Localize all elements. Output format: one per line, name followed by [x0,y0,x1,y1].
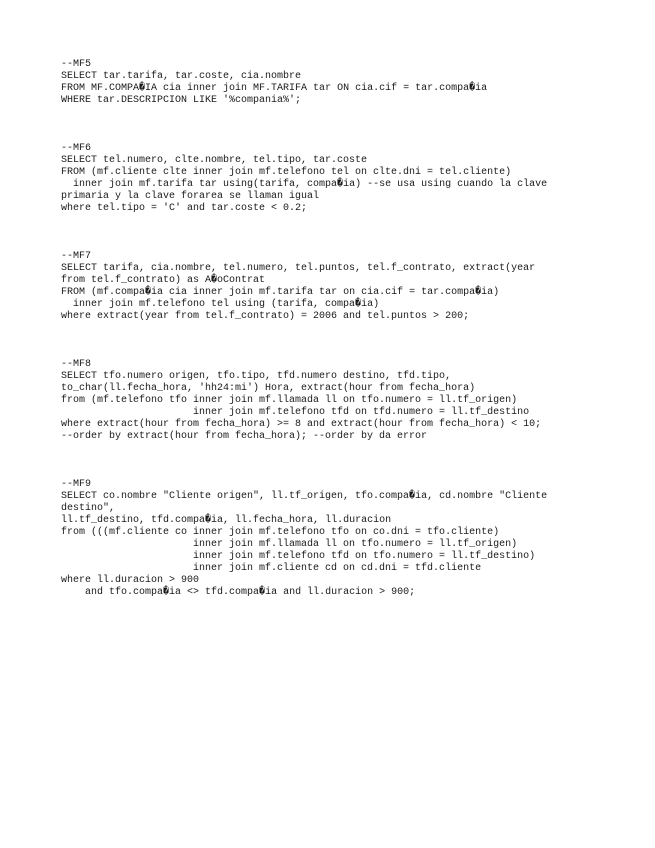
code-line: inner join mf.tarifa tar using(tarifa, compa�ia) --se usa using cuando la clave [61,179,548,190]
code-line: and tfo.compa�ia <> tfd.compa�ia and ll.duracion > 900; [61,587,416,598]
query-header: --MF8 [61,359,92,370]
query-block-mf8 [61,359,631,443]
code-line: primaria y la clave forarea se llaman igual [61,191,320,202]
code-line: inner join mf.llamada ll on tfo.numero = ll.tf_origen) [61,539,518,550]
code-line: inner join mf.telefono tel using (tarifa, compa�ia) [61,299,380,310]
code-line: FROM (mf.compa�ia cia inner join mf.tarifa tar on cia.cif = tar.compa�ia) [61,287,500,298]
query-block-mf5 [61,59,631,107]
code-line: SELECT tarifa, cia.nombre, tel.numero, tel.puntos, tel.f_contrato, extract(year [61,263,536,274]
query-block-mf6 [61,143,631,215]
code-line: from tel.f_contrato) as A�oContrat [61,275,266,286]
code-line: FROM MF.COMPA�IA cia inner join MF.TARIFA tar ON cia.cif = tar.compa�ia [61,83,488,94]
code-line: FROM (mf.cliente clte inner join mf.telefono tel on clte.dni = tel.cliente) [61,167,512,178]
code-line: inner join mf.cliente cd on cd.dni = tfd.cliente [61,563,482,574]
code-line: destino", [61,503,116,514]
query-header: --MF5 [61,59,92,70]
code-line: to_char(ll.fecha_hora, 'hh24:mi') Hora, extract(hour from fecha_hora) [61,383,476,394]
code-line: inner join mf.telefono tfd on tfo.numero = ll.tf_destino) [61,551,536,562]
code-line: where ll.duracion > 900 [61,575,200,586]
code-line: WHERE tar.DESCRIPCION LIKE '%compania%'; [61,95,302,106]
query-header: --MF6 [61,143,92,154]
code-line: where extract(hour from fecha_hora) >= 8 and extract(hour from fecha_hora) < 10; [61,419,542,430]
code-line: where extract(year from tel.f_contrato) = 2006 and tel.puntos > 200; [61,311,470,322]
code-line: from (mf.telefono tfo inner join mf.llamada ll on tfo.numero = ll.tf_origen) [61,395,518,406]
code-line: SELECT co.nombre "Cliente origen", ll.tf_origen, tfo.compa�ia, cd.nombre "Cliente [61,491,548,502]
sql-code-listing [61,59,631,635]
code-line: ll.tf_destino, tfd.compa�ia, ll.fecha_hora, ll.duracion [61,515,392,526]
query-header: --MF9 [61,479,92,490]
query-block-mf9 [61,479,631,599]
code-line: --order by extract(hour from fecha_hora); --order by da error [61,431,428,442]
code-line: SELECT tar.tarifa, tar.coste, cia.nombre [61,71,302,82]
code-line: SELECT tfo.numero origen, tfo.tipo, tfd.numero destino, tfd.tipo, [61,371,452,382]
code-line: where tel.tipo = 'C' and tar.coste < 0.2; [61,203,308,214]
code-line: inner join mf.telefono tfd on tfd.numero = ll.tf_destino [61,407,530,418]
code-line: SELECT tel.numero, clte.nombre, tel.tipo, tar.coste [61,155,368,166]
query-block-mf7 [61,251,631,323]
query-header: --MF7 [61,251,92,262]
code-line: from (((mf.cliente co inner join mf.telefono tfo on co.dni = tfo.cliente) [61,527,500,538]
